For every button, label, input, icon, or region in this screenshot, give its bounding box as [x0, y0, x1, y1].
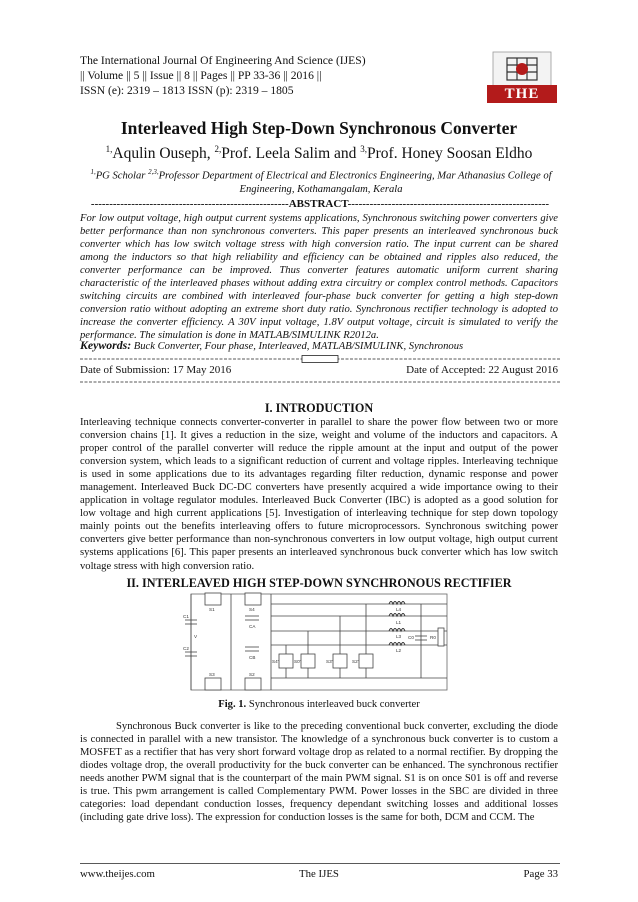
paper-title: Interleaved High Step-Down Synchronous Converter [120, 118, 518, 138]
label-s03: S3' [326, 659, 333, 664]
logo-text: THE IJES [487, 85, 557, 103]
label-l2: L2 [396, 648, 402, 653]
intro-heading: I. INTRODUCTION [264, 401, 374, 415]
keywords-line [80, 339, 558, 353]
footer-rule [80, 862, 560, 865]
footer-center: The IJES [299, 868, 339, 880]
label-c2: C2 [183, 646, 189, 651]
intro-text: Interleaving technique connects converter-converter in parallel to share the power flow between two or more conversion chains [1]. It gives a reduction in the size, weight and volume of the inductors and capacitors. A proper control of the parallel converter will reduce the ripple amount at the input and output of the power conversion system, which leads to a significant reduction of current and voltage ripples. Interleaving technique is used in some applications due to its advantages regarding filter reduction, dynamic response and power management. Interleaved Buck DC-DC converters have presently acquired a wide importance owing to their application in voltage regulator modules. Interleaved Buck Converter (IBC) is adopted as a good solution for low voltage and high current applications [5]. Investigation of interleaving technique for step down topology mainly points out the benefits interleaving offers to future microprocessors. Synchronous switching power converters give better performance than non-synchronous converters in low output voltage, high output current systems applications [6]. This paper presents an interleaved synchronous buck converter which has low switch voltage stress with high conversion ratio. [80, 417, 558, 572]
separator-bottom [80, 380, 560, 384]
affil-sup-2: 2,3, [148, 168, 159, 176]
label-s2: S2 [249, 672, 255, 677]
label-l3: L3 [396, 634, 402, 639]
abstract-text: For low output voltage, high output current systems applications, Synchronous switching power converters give better performance than non synchronous converters. This paper presents an interleaved synchronous buck converter which has low switch voltage stress with high conversion ratio. The input current can be shared among the inductors so that high reliability and efficiency can be obtained and ripples also reduced, the converter performance can be improved. Thus converter features automatic uniform current sharing characteristic of the interleaved phases without adding extra circuitry or complex control methods. Capacitors switching circuits are combined with interleaved four-phase buck converter for getting a high step-down conversion ratio without adopting an extreme short duty ratio. Synchronous rectifier technology is adopted to increase the converter efficiency. A 30V input voltage, 1.8V output voltage, circuit is simulated to verify the performance. The simulation is done in MATLAB/SIMULINK R2012a. [80, 213, 558, 342]
circuit-diagram [183, 590, 455, 695]
author-3: Prof. Honey Soosan Eldho [367, 145, 533, 163]
label-cb: CB [249, 655, 256, 660]
author-3-sup: 3, [360, 144, 367, 154]
affil-sup-1: 1, [90, 168, 96, 176]
label-v: V [194, 634, 198, 639]
affil-part-1: PG Scholar [95, 170, 149, 182]
journal-name: The International Journal Of Engineering And Science (IJES) [80, 54, 366, 67]
label-s04: S4' [272, 659, 279, 664]
volume-line: || Volume || 5 || Issue || 8 || Pages || PP 33-36 || 2016 || [80, 69, 322, 82]
label-s01: S0' [294, 659, 301, 664]
figure-caption [0, 699, 638, 710]
affiliation [86, 166, 556, 196]
label-s4: S4 [249, 607, 255, 612]
abstract-heading: ------------------------------------------------------ABSTRACT------------------------------------------------------- [90, 198, 550, 210]
label-l4: L4 [396, 607, 402, 612]
label-c1: C1 [183, 614, 189, 619]
logo-emblem-icon [487, 50, 557, 90]
issn-line: ISSN (e): 2319 – 1813 ISSN (p): 2319 – 1805 [80, 84, 294, 97]
accepted-date: Date of Accepted: 22 August 2016 [406, 364, 558, 376]
author-list [0, 144, 638, 163]
author-1-sup: 1, [105, 144, 113, 154]
author-2-sup: 2, [214, 144, 222, 154]
label-s1: S1 [209, 607, 215, 612]
separator-top [80, 355, 560, 363]
footer-page: Page 33 [523, 868, 558, 880]
journal-logo [487, 50, 557, 120]
label-ca: CA [249, 624, 256, 629]
section-2-heading: II. INTERLEAVED HIGH STEP-DOWN SYNCHRONOUS RECTIFIER [126, 576, 512, 590]
keywords-label: Keywords: [80, 338, 132, 352]
section-2-text: Synchronous Buck converter is like to the preceding conventional buck converter, excluding the diode is connected in parallel with a new transistor. The knowledge of a synchronous buck converter is to custom a MOSFET as a rectifier that has very short forward voltage drop as related to a normal rectifier. By dropping the diodes voltage drop, the overall productivity for the buck converter can be enhanced. The synchronous rectifier needs another PWM signal that is the counterpart of the main PWM signal. S1 is on once S01 is off and reverse is true. This pwm arrangement is called Complementary PWM. Power losses in the SBC are divided in three categories: load dependant conduction losses, frequency dependant switching losses and additional losses (including gate drive loss). The expression for conduction losses is the same for both, DCM and CCM. The [80, 721, 558, 824]
label-s02: S2' [352, 659, 359, 664]
footer-website: www.theijes.com [80, 868, 155, 880]
keywords-text: Buck Converter, Four phase, Interleaved, MATLAB/SIMULINK, Synchronous [133, 341, 464, 352]
label-s3: S3 [209, 672, 215, 677]
label-l1: L1 [396, 620, 402, 625]
author-1: Aqulin Ouseph, [112, 145, 215, 163]
label-co: C0 [408, 635, 414, 640]
affil-part-2: Professor Department of Electrical and Electronics Engineering, Mar Athanasius College of Engineering, Kothamangalam, Kerala [158, 170, 552, 195]
submission-date: Date of Submission: 17 May 2016 [80, 364, 232, 376]
author-2: Prof. Leela Salim and [221, 145, 361, 163]
figure-caption-text: Synchronous interleaved buck converter [246, 699, 420, 710]
figure-label: Fig. 1. [218, 699, 247, 710]
label-ro: R0 [430, 635, 436, 640]
